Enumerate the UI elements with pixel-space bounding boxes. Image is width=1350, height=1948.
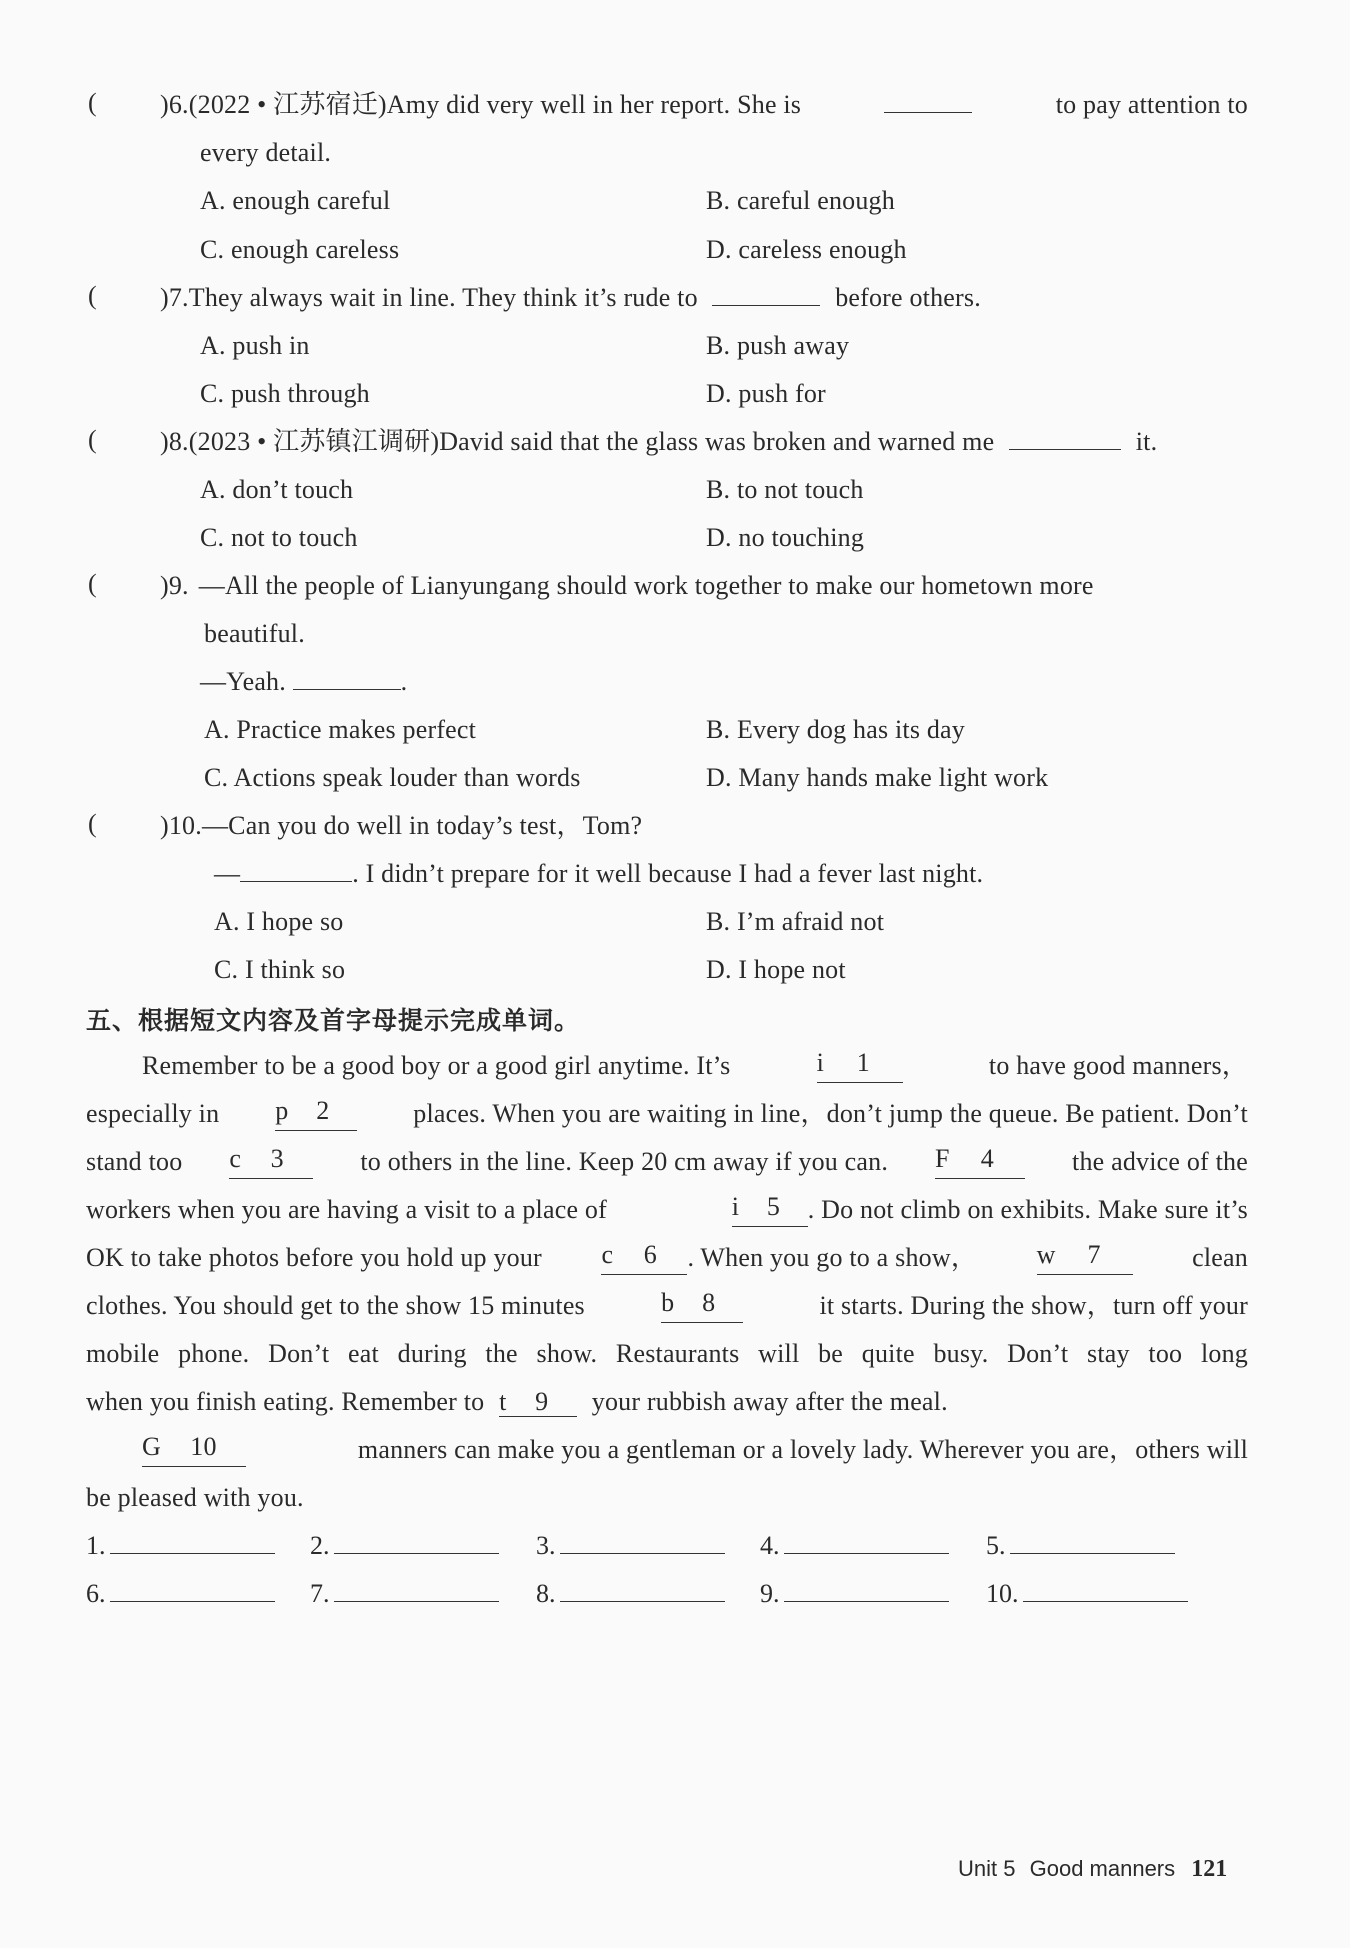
option-d[interactable]: D. push for (706, 379, 826, 408)
option-a[interactable]: A. I hope so (214, 907, 344, 936)
option-c[interactable]: C. not to touch (200, 523, 358, 552)
answer-blank[interactable] (712, 281, 820, 306)
question-number: )8. (160, 427, 189, 456)
section-heading: 五、根据短文内容及首字母提示完成单词。 (86, 1006, 581, 1035)
answer-line-10[interactable]: 10. (986, 1577, 1188, 1609)
cloze-blank-7[interactable]: w 7 (1037, 1241, 1133, 1275)
answer-paren-8[interactable]: ( (88, 425, 97, 454)
answer-input[interactable] (110, 1529, 275, 1554)
passage-line-8: when you finish eating. Remember to t 9 your rubbish away after the meal. (86, 1387, 948, 1416)
answer-input[interactable] (784, 1577, 949, 1602)
question-9-cont: beautiful. (204, 619, 305, 648)
cloze-blank-5[interactable]: i 5 (732, 1193, 808, 1227)
option-a[interactable]: A. push in (200, 331, 310, 360)
cloze-blank-9[interactable]: t 9 (499, 1388, 577, 1417)
option-b[interactable]: B. I’m afraid not (706, 907, 885, 936)
answer-input[interactable] (1023, 1577, 1188, 1602)
passage-line-1: Remember to be a good boy or a good girl anytime. It’s i 1 to have good manners， (142, 1049, 1248, 1083)
question-7: )7.They always wait in line. They think it’s rude to before others. (160, 283, 981, 312)
unit-title: Good manners (1029, 1856, 1176, 1881)
option-a[interactable]: A. enough careful (200, 186, 391, 215)
cloze-blank-2[interactable]: p 2 (275, 1097, 357, 1131)
question-8: )8.(2023 • 江苏镇江调研)David said that the glass was broken and warned me it. (160, 427, 1158, 456)
answer-paren-7[interactable]: ( (88, 281, 97, 310)
answer-line-1[interactable]: 1. (86, 1529, 275, 1561)
answer-blank[interactable] (293, 665, 401, 690)
option-c[interactable]: C. Actions speak louder than words (204, 763, 581, 792)
question-9-reply: —Yeah. . (200, 667, 408, 696)
passage-line-10: be pleased with you. (86, 1483, 304, 1512)
option-b[interactable]: B. to not touch (706, 475, 864, 504)
option-a[interactable]: A. don’t touch (200, 475, 354, 504)
cloze-blank-3[interactable]: c 3 (229, 1145, 313, 1179)
answer-line-9[interactable]: 9. (760, 1577, 949, 1609)
question-source: (2023 • 江苏镇江调研) (188, 427, 440, 456)
option-b[interactable]: B. careful enough (706, 186, 895, 215)
passage-line-3: stand too c 3 to others in the line. Keep 20 cm away if you can. F 4 the advice of the (86, 1145, 1248, 1179)
option-d[interactable]: D. Many hands make light work (706, 763, 1049, 792)
answer-paren-9[interactable]: ( (88, 569, 97, 598)
option-c[interactable]: C. push through (200, 379, 370, 408)
answer-input[interactable] (334, 1577, 499, 1602)
cloze-blank-4[interactable]: F 4 (935, 1145, 1025, 1179)
answer-line-4[interactable]: 4. (760, 1529, 949, 1561)
question-10-reply: — . I didn’t prepare for it well because I had a fever last night. (214, 859, 984, 888)
option-b[interactable]: B. push away (706, 331, 850, 360)
answer-line-7[interactable]: 7. (310, 1577, 499, 1609)
answer-line-3[interactable]: 3. (536, 1529, 725, 1561)
answer-paren-6[interactable]: ( (88, 88, 97, 117)
answer-line-5[interactable]: 5. (986, 1529, 1175, 1561)
passage-line-2: especially in p 2 places. When you are waiting in line，don’t jump the queue. Be patient. Don’t (86, 1097, 1248, 1131)
question-number: )9. (160, 571, 189, 600)
answer-blank[interactable] (240, 857, 352, 882)
question-10: )10.—Can you do well in today’s test，Tom? (160, 811, 643, 840)
passage-line-7: mobile phone. Don’t eat during the show. Restaurants will be quite busy. Don’t stay too long (86, 1339, 1248, 1368)
answer-line-6[interactable]: 6. (86, 1577, 275, 1609)
passage-line-6: clothes. You should get to the show 15 minutes b 8 it starts. During the show，turn off your (86, 1289, 1248, 1323)
answer-input[interactable] (784, 1529, 949, 1554)
answer-input[interactable] (560, 1577, 725, 1602)
passage-line-9: G 10 manners can make you a gentleman or a lovely lady. Wherever you are，others will (142, 1433, 1248, 1467)
answer-blank[interactable] (1009, 425, 1121, 450)
cloze-blank-6[interactable]: c 6 (601, 1241, 687, 1275)
answer-paren-10[interactable]: ( (88, 809, 97, 838)
cloze-blank-10[interactable]: G 10 (142, 1433, 246, 1467)
option-d[interactable]: D. I hope not (706, 955, 846, 984)
cloze-blank-8[interactable]: b 8 (661, 1289, 743, 1323)
unit-label: Unit 5 (958, 1856, 1016, 1881)
answer-input[interactable] (334, 1529, 499, 1554)
answer-input[interactable] (1010, 1529, 1175, 1554)
passage-line-4: workers when you are having a visit to a place of i 5 . Do not climb on exhibits. Make sure it’s (86, 1193, 1248, 1227)
page-number: 121 (1191, 1856, 1228, 1882)
option-b[interactable]: B. Every dog has its day (706, 715, 965, 744)
answer-line-2[interactable]: 2. (310, 1529, 499, 1561)
question-source: (2022 • 江苏宿迁) (188, 90, 387, 119)
option-d[interactable]: D. no touching (706, 523, 865, 552)
option-a[interactable]: A. Practice makes perfect (204, 715, 477, 744)
option-c[interactable]: C. I think so (214, 955, 346, 984)
option-d[interactable]: D. careless enough (706, 235, 907, 264)
cloze-blank-1[interactable]: i 1 (817, 1049, 903, 1083)
page-footer (958, 1856, 1227, 1883)
question-number: )6. (160, 90, 189, 119)
question-9: )9. —All the people of Lianyungang should work together to make our hometown more (160, 569, 1248, 603)
option-c[interactable]: C. enough careless (200, 235, 400, 264)
answer-blank[interactable] (884, 88, 972, 113)
answer-input[interactable] (110, 1577, 275, 1602)
question-number: )7. (160, 283, 189, 312)
answer-line-8[interactable]: 8. (536, 1577, 725, 1609)
question-6-cont: every detail. (200, 138, 332, 167)
answer-input[interactable] (560, 1529, 725, 1554)
passage-line-5: OK to take photos before you hold up your c 6 . When you go to a show， w 7 clean (86, 1241, 1248, 1275)
question-number: )10. (160, 811, 202, 840)
question-6: )6.(2022 • 江苏宿迁)Amy did very well in her report. She is to pay attention to (160, 90, 1248, 119)
